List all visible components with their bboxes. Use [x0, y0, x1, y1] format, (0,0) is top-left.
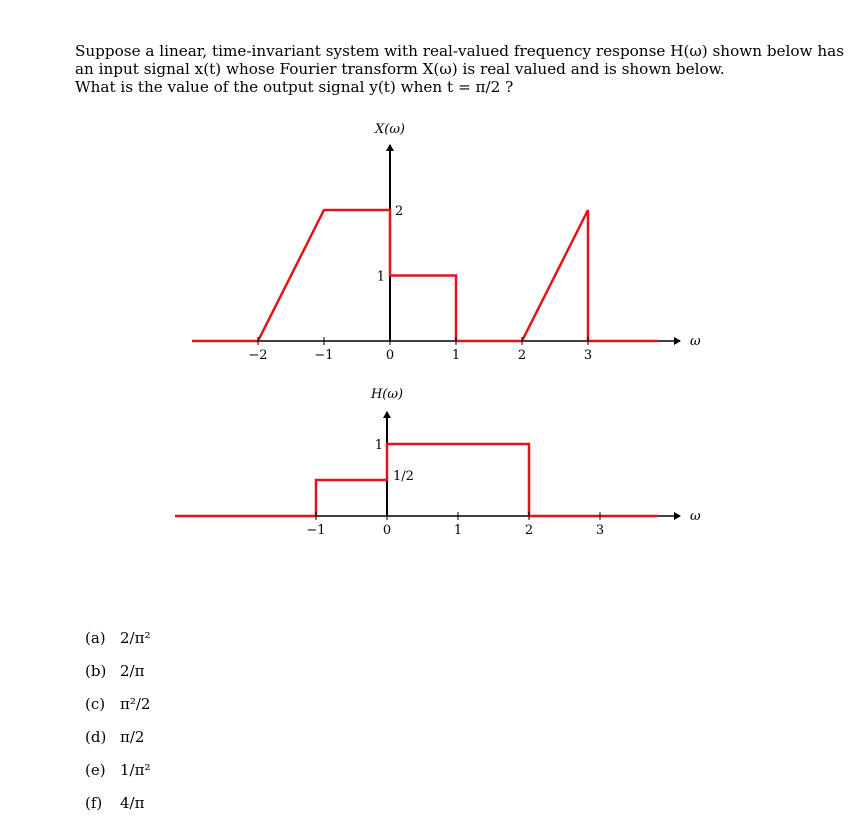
- question-line-3: What is the value of the output signal y(t) when t = π/2 ?: [75, 78, 514, 96]
- choice-text: π²/2: [120, 695, 151, 713]
- y-tick-label: 1: [374, 438, 383, 453]
- plot-h-omega: [175, 387, 701, 538]
- answer-choice: [85, 688, 150, 721]
- x-tick-label: 3: [583, 348, 593, 363]
- answer-choice: [85, 754, 150, 787]
- choice-label: (b): [85, 662, 107, 680]
- choice-label: (c): [85, 695, 106, 713]
- answer-choice: [85, 622, 150, 655]
- answer-choices: [85, 622, 150, 820]
- x-axis-label: ω: [690, 334, 701, 349]
- y-tick-label: 1/2: [393, 469, 414, 484]
- question-line-2: an input signal x(t) whose Fourier transform X(ω) is real valued and is shown below.: [75, 60, 725, 78]
- x-tick-label: 0: [382, 523, 392, 538]
- chart-title: X(ω): [375, 122, 405, 137]
- x-tick-label: −2: [248, 348, 268, 363]
- choice-label: (f): [85, 794, 103, 812]
- x-tick-label: −1: [306, 523, 326, 538]
- x-tick-label: 2: [517, 348, 527, 363]
- choice-text: π/2: [120, 728, 145, 746]
- x-tick-label: 2: [524, 523, 534, 538]
- choice-text: 2/π: [120, 662, 145, 680]
- x-tick-label: −1: [314, 348, 334, 363]
- question-line-1: Suppose a linear, time-invariant system with real-valued frequency response H(ω) shown below has: [75, 42, 845, 60]
- chart-title: H(ω): [370, 387, 404, 402]
- signal-curve: [192, 210, 658, 341]
- x-tick-label: 3: [595, 523, 605, 538]
- choice-label: (a): [85, 629, 106, 647]
- choice-text: 2/π²: [120, 629, 151, 647]
- plot-x-omega: [192, 122, 701, 363]
- y-tick-label: 1: [376, 269, 385, 285]
- answer-choice: [85, 655, 150, 688]
- choice-text: 1/π²: [120, 761, 151, 779]
- y-tick-label: 2: [395, 204, 404, 219]
- x-tick-label: 1: [451, 348, 461, 363]
- choice-label: (e): [85, 761, 106, 779]
- choice-text: 4/π: [120, 794, 145, 812]
- x-axis-label: ω: [690, 509, 701, 524]
- choice-label: (d): [85, 728, 107, 746]
- answer-choice: [85, 721, 150, 754]
- response-curve: [175, 444, 658, 516]
- answer-choice: [85, 787, 150, 820]
- x-tick-label: 1: [453, 523, 463, 538]
- x-tick-label: 0: [385, 348, 395, 363]
